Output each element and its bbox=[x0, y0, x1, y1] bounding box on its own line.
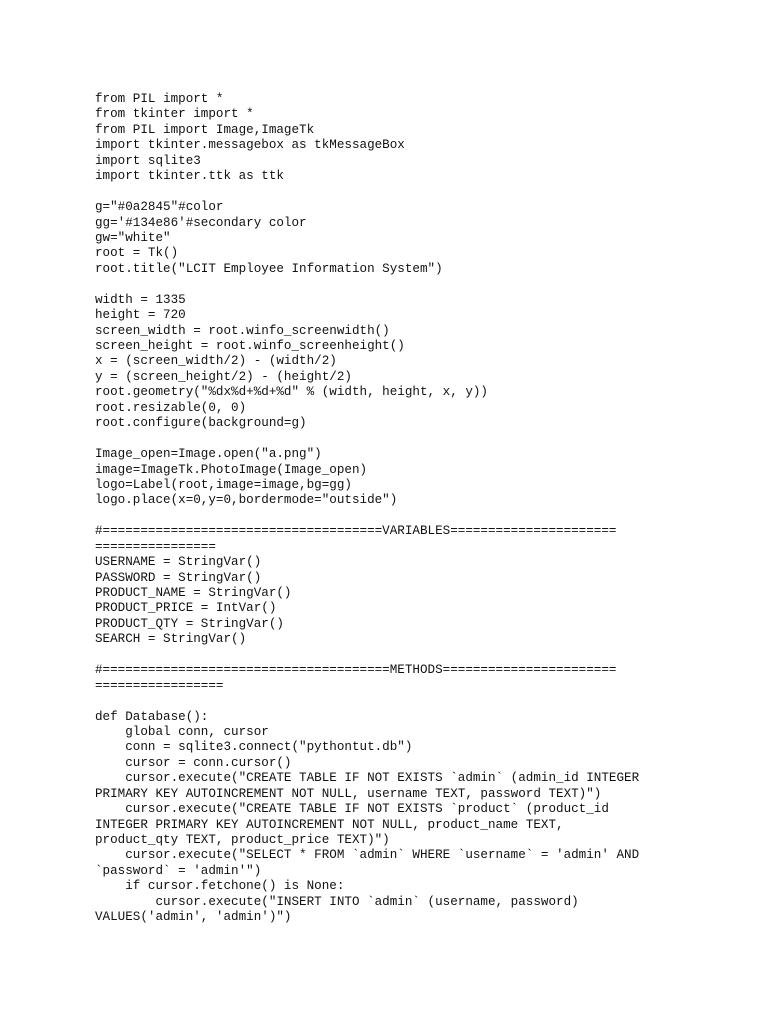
code-line: width = 1335 bbox=[95, 292, 186, 307]
code-line: root.geometry("%dx%d+%d+%d" % (width, height, x, y)) bbox=[95, 385, 488, 400]
code-line: USERNAME = StringVar() bbox=[95, 555, 262, 570]
code-line bbox=[95, 648, 695, 663]
code-line: INTEGER PRIMARY KEY AUTOINCREMENT NOT NULL, product_name TEXT, bbox=[95, 817, 564, 832]
code-line: import tkinter.messagebox as tkMessageBox bbox=[95, 138, 405, 153]
code-line: image=ImageTk.PhotoImage(Image_open) bbox=[95, 462, 368, 477]
code-line: PRIMARY KEY AUTOINCREMENT NOT NULL, username TEXT, password TEXT)") bbox=[95, 786, 602, 801]
code-line: `password` = 'admin'") bbox=[95, 863, 262, 878]
code-line: root.resizable(0, 0) bbox=[95, 400, 247, 415]
code-line: cursor.execute("CREATE TABLE IF NOT EXISTS `product` (product_id bbox=[95, 802, 609, 817]
code-line: def Database(): bbox=[95, 709, 209, 724]
code-line: import sqlite3 bbox=[95, 153, 201, 168]
code-line: ================ bbox=[95, 539, 216, 554]
code-line: SEARCH = StringVar() bbox=[95, 632, 247, 647]
code-line: conn = sqlite3.connect("pythontut.db") bbox=[95, 740, 413, 755]
code-line: screen_width = root.winfo_screenwidth() bbox=[95, 323, 390, 338]
code-line: #=====================================VARIABLES====================== bbox=[95, 524, 617, 539]
code-line: root = Tk() bbox=[95, 246, 179, 261]
code-line: product_qty TEXT, product_price TEXT)") bbox=[95, 833, 390, 847]
code-line: if cursor.fetchone() is None: bbox=[95, 879, 345, 894]
code-line: logo.place(x=0,y=0,bordermode="outside") bbox=[95, 493, 398, 508]
code-line bbox=[95, 432, 695, 447]
code-line: PRODUCT_PRICE = IntVar() bbox=[95, 601, 277, 616]
code-line: cursor = conn.cursor() bbox=[95, 755, 292, 770]
code-line: y = (screen_height/2) - (height/2) bbox=[95, 369, 352, 384]
code-line: global conn, cursor bbox=[95, 724, 269, 739]
code-line: #======================================METHODS======================= bbox=[95, 663, 617, 678]
code-line: from tkinter import * bbox=[95, 107, 254, 122]
code-line: root.title("LCIT Employee Information System") bbox=[95, 261, 443, 276]
code-line: PRODUCT_NAME = StringVar() bbox=[95, 586, 292, 600]
code-line bbox=[95, 277, 695, 292]
code-line: import tkinter.ttk as ttk bbox=[95, 169, 284, 184]
code-line: height = 720 bbox=[95, 308, 186, 323]
code-line: from PIL import * bbox=[95, 92, 224, 106]
code-listing bbox=[95, 92, 695, 926]
code-line bbox=[95, 509, 695, 524]
code-line: root.configure(background=g) bbox=[95, 416, 307, 431]
code-line: VALUES('admin', 'admin')") bbox=[95, 910, 292, 925]
code-line: cursor.execute("CREATE TABLE IF NOT EXISTS `admin` (admin_id INTEGER bbox=[95, 771, 640, 786]
code-line: from PIL import Image,ImageTk bbox=[95, 122, 315, 137]
code-line: cursor.execute("INSERT INTO `admin` (username, password) bbox=[95, 894, 579, 909]
code-line: ================= bbox=[95, 678, 224, 693]
code-line bbox=[95, 185, 695, 200]
code-line: cursor.execute("SELECT * FROM `admin` WHERE `username` = 'admin' AND bbox=[95, 848, 640, 863]
code-line: Image_open=Image.open("a.png") bbox=[95, 447, 322, 462]
code-line: x = (screen_width/2) - (width/2) bbox=[95, 354, 337, 369]
code-line: PASSWORD = StringVar() bbox=[95, 570, 262, 585]
code-line: gw="white" bbox=[95, 230, 171, 245]
code-line: logo=Label(root,image=image,bg=gg) bbox=[95, 477, 352, 492]
code-line bbox=[95, 694, 695, 709]
code-line: gg='#134e86'#secondary color bbox=[95, 215, 307, 230]
code-line: g="#0a2845"#color bbox=[95, 200, 224, 215]
code-line: screen_height = root.winfo_screenheight() bbox=[95, 339, 405, 353]
code-line: PRODUCT_QTY = StringVar() bbox=[95, 616, 284, 631]
